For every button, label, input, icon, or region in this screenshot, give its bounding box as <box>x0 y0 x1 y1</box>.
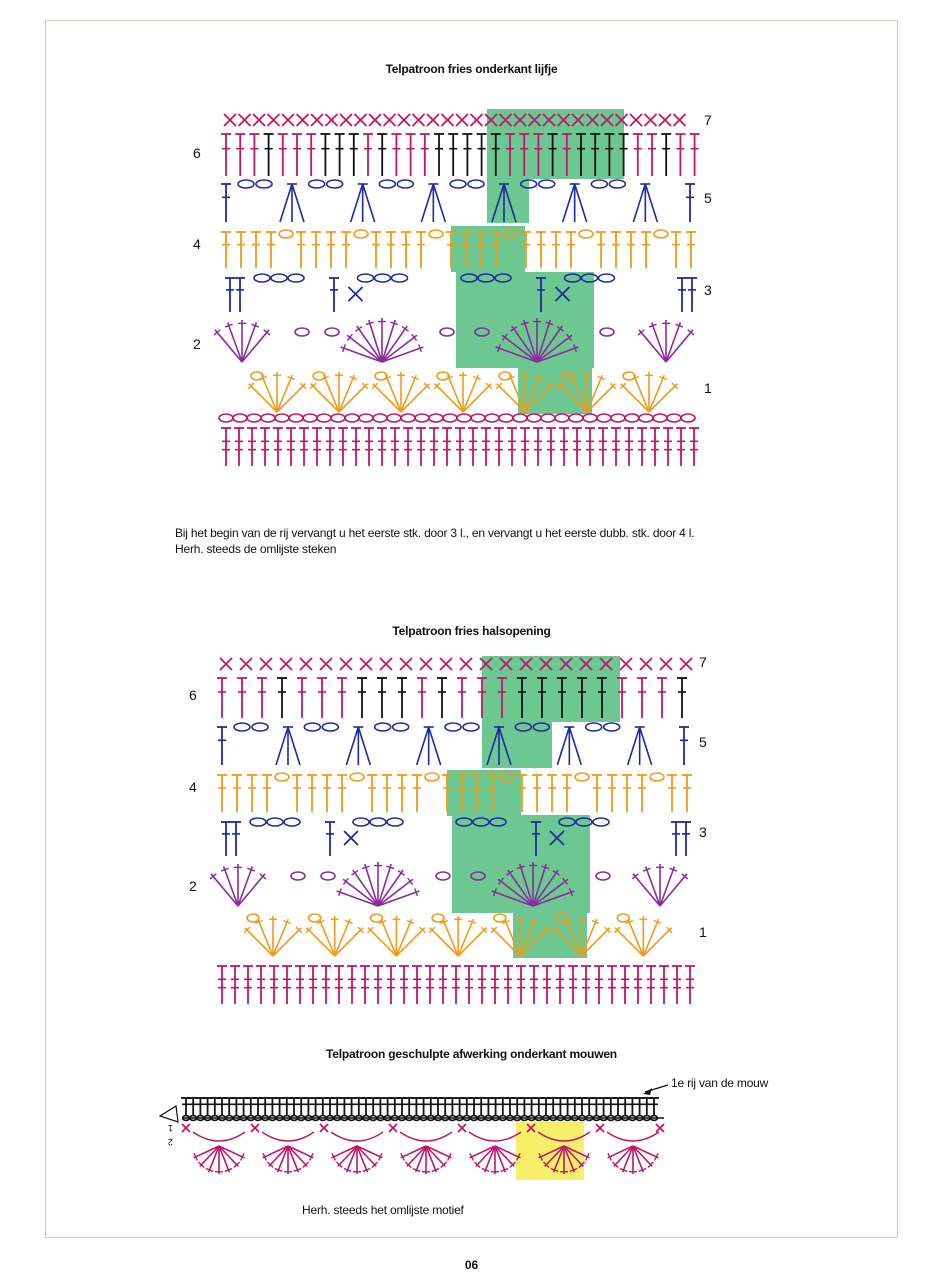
chart2-row-3-label: 3 <box>699 824 707 840</box>
dc-stitch-sleeve <box>570 1098 580 1116</box>
chain-arc <box>400 1132 452 1141</box>
chain-arc <box>607 1132 659 1141</box>
dc-stitch-sleeve <box>649 1098 659 1116</box>
dc-stitch-sleeve <box>267 1098 277 1116</box>
chart3-arrow-label: 1e rij van de mouw <box>671 1076 769 1090</box>
note-line-2: Herh. steeds de omlijste steken <box>175 542 337 556</box>
dc-stitch-sleeve <box>253 1098 263 1116</box>
dc-stitch-sleeve <box>534 1098 544 1116</box>
sc-x-stitch <box>596 1124 604 1132</box>
dc-stitch-sleeve <box>505 1098 515 1116</box>
chain-arc <box>262 1132 314 1141</box>
dc-stitch-sleeve <box>368 1098 378 1116</box>
chart2-row-6-label: 6 <box>189 687 197 703</box>
shell-fan-sleeve <box>194 1146 245 1174</box>
dc-stitch-sleeve <box>246 1098 256 1116</box>
dc-stitch-sleeve <box>419 1098 429 1116</box>
chart2-row-5-label: 5 <box>699 734 707 750</box>
dc-stitch-sleeve <box>318 1098 328 1116</box>
chart1-row-6-label: 6 <box>193 145 201 161</box>
dc-stitch-sleeve <box>282 1098 292 1116</box>
arrow-head <box>643 1088 652 1095</box>
dc-stitch-sleeve <box>599 1098 609 1116</box>
dc-stitch-sleeve <box>390 1098 400 1116</box>
dc-stitch-sleeve <box>217 1098 227 1116</box>
dc-stitch-sleeve <box>527 1098 537 1116</box>
dc-stitch-sleeve <box>613 1098 623 1116</box>
chart2-row-1-label: 1 <box>699 924 707 940</box>
dc-stitch-sleeve <box>476 1098 486 1116</box>
page-number: 06 <box>464 1258 479 1272</box>
shell-fan-sleeve <box>608 1146 659 1174</box>
dc-stitch-sleeve <box>606 1098 616 1116</box>
dc-stitch-sleeve <box>231 1098 241 1116</box>
dc-stitch-sleeve <box>455 1098 465 1116</box>
dc-stitch-sleeve <box>275 1098 285 1116</box>
chart1-row-3-label: 3 <box>704 282 712 298</box>
shell-fan-sleeve <box>470 1146 521 1174</box>
dc-stitch-sleeve <box>584 1098 594 1116</box>
chart3-side-label-1: 1 <box>168 1123 173 1133</box>
shell-fan-sleeve <box>401 1146 452 1174</box>
dc-stitch-sleeve <box>462 1098 472 1116</box>
dc-stitch-sleeve <box>239 1098 249 1116</box>
dc-stitch-sleeve <box>210 1098 220 1116</box>
dc-stitch-sleeve <box>447 1098 457 1116</box>
dc-stitch-sleeve <box>296 1098 306 1116</box>
dc-stitch-sleeve <box>498 1098 508 1116</box>
dc-stitch-sleeve <box>260 1098 270 1116</box>
dc-stitch-sleeve <box>577 1098 587 1116</box>
dc-stitch-sleeve <box>325 1098 335 1116</box>
dc-stitch-sleeve <box>483 1098 493 1116</box>
sc-x-stitch <box>182 1124 190 1132</box>
dc-stitch-sleeve <box>426 1098 436 1116</box>
chart3-side-label-2: 2 <box>168 1137 173 1147</box>
dc-stitch-sleeve <box>512 1098 522 1116</box>
dc-stitch-sleeve <box>188 1098 198 1116</box>
sc-x-stitch <box>389 1124 397 1132</box>
chart2-row-4-label: 4 <box>189 779 197 795</box>
chart1-row-2-label: 2 <box>193 336 201 352</box>
dc-stitch-sleeve <box>397 1098 407 1116</box>
chain-arc <box>469 1132 521 1141</box>
chart1-row-1-label: 1 <box>704 380 712 396</box>
shell-fan-sleeve <box>332 1146 383 1174</box>
sc-x-stitch <box>656 1124 664 1132</box>
dc-stitch-sleeve <box>627 1098 637 1116</box>
dc-stitch-sleeve <box>311 1098 321 1116</box>
dc-stitch-sleeve <box>591 1098 601 1116</box>
dc-stitch-sleeve <box>339 1098 349 1116</box>
dc-stitch-sleeve <box>195 1098 205 1116</box>
dc-stitch-sleeve <box>289 1098 299 1116</box>
dc-stitch-sleeve <box>519 1098 529 1116</box>
dc-stitch-sleeve <box>375 1098 385 1116</box>
dc-stitch-sleeve <box>347 1098 357 1116</box>
dc-stitch-sleeve <box>635 1098 645 1116</box>
chart1-row-5-label: 5 <box>704 190 712 206</box>
dc-stitch-sleeve <box>491 1098 501 1116</box>
dc-stitch-sleeve <box>548 1098 558 1116</box>
dc-stitch-sleeve <box>383 1098 393 1116</box>
chain-arc <box>193 1132 245 1141</box>
dc-stitch-sleeve <box>433 1098 443 1116</box>
chart2-row-2-label: 2 <box>189 878 197 894</box>
dc-stitch-sleeve <box>203 1098 213 1116</box>
chain-arc <box>331 1132 383 1141</box>
chart1-row-4-label: 4 <box>193 236 201 252</box>
dc-stitch-sleeve <box>303 1098 313 1116</box>
chart2-row-7-label: 7 <box>699 654 707 670</box>
sc-x-stitch <box>320 1124 328 1132</box>
chart3-note: Herh. steeds het omlijste motief <box>302 1203 464 1217</box>
dc-stitch-sleeve <box>469 1098 479 1116</box>
sc-x-stitch <box>251 1124 259 1132</box>
dc-stitch-sleeve <box>411 1098 421 1116</box>
dc-stitch-sleeve <box>563 1098 573 1116</box>
dc-stitch-sleeve <box>361 1098 371 1116</box>
dc-stitch-sleeve <box>541 1098 551 1116</box>
dc-stitch-sleeve <box>555 1098 565 1116</box>
dc-stitch-sleeve <box>354 1098 364 1116</box>
chart2-title: Telpatroon fries halsopening <box>392 624 551 638</box>
dc-stitch-sleeve <box>404 1098 414 1116</box>
dc-stitch-sleeve <box>332 1098 342 1116</box>
sc-x-stitch <box>458 1124 466 1132</box>
chart1-row-7-label: 7 <box>704 112 712 128</box>
dc-stitch-sleeve <box>440 1098 450 1116</box>
dc-stitch-sleeve <box>181 1098 191 1116</box>
dc-stitch-sleeve <box>620 1098 630 1116</box>
chart3-title: Telpatroon geschulpte afwerking onderkant mouwen <box>326 1047 617 1061</box>
shell-fan-sleeve <box>263 1146 314 1174</box>
chart1-title: Telpatroon fries onderkant lijfje <box>385 62 558 76</box>
dc-stitch-sleeve <box>224 1098 234 1116</box>
dc-stitch-sleeve <box>642 1098 652 1116</box>
note-line-1: Bij het begin van de rij vervangt u het eerste stk. door 3 l., en vervangt u het eerste dubb. stk. door 4 l. <box>175 526 695 540</box>
